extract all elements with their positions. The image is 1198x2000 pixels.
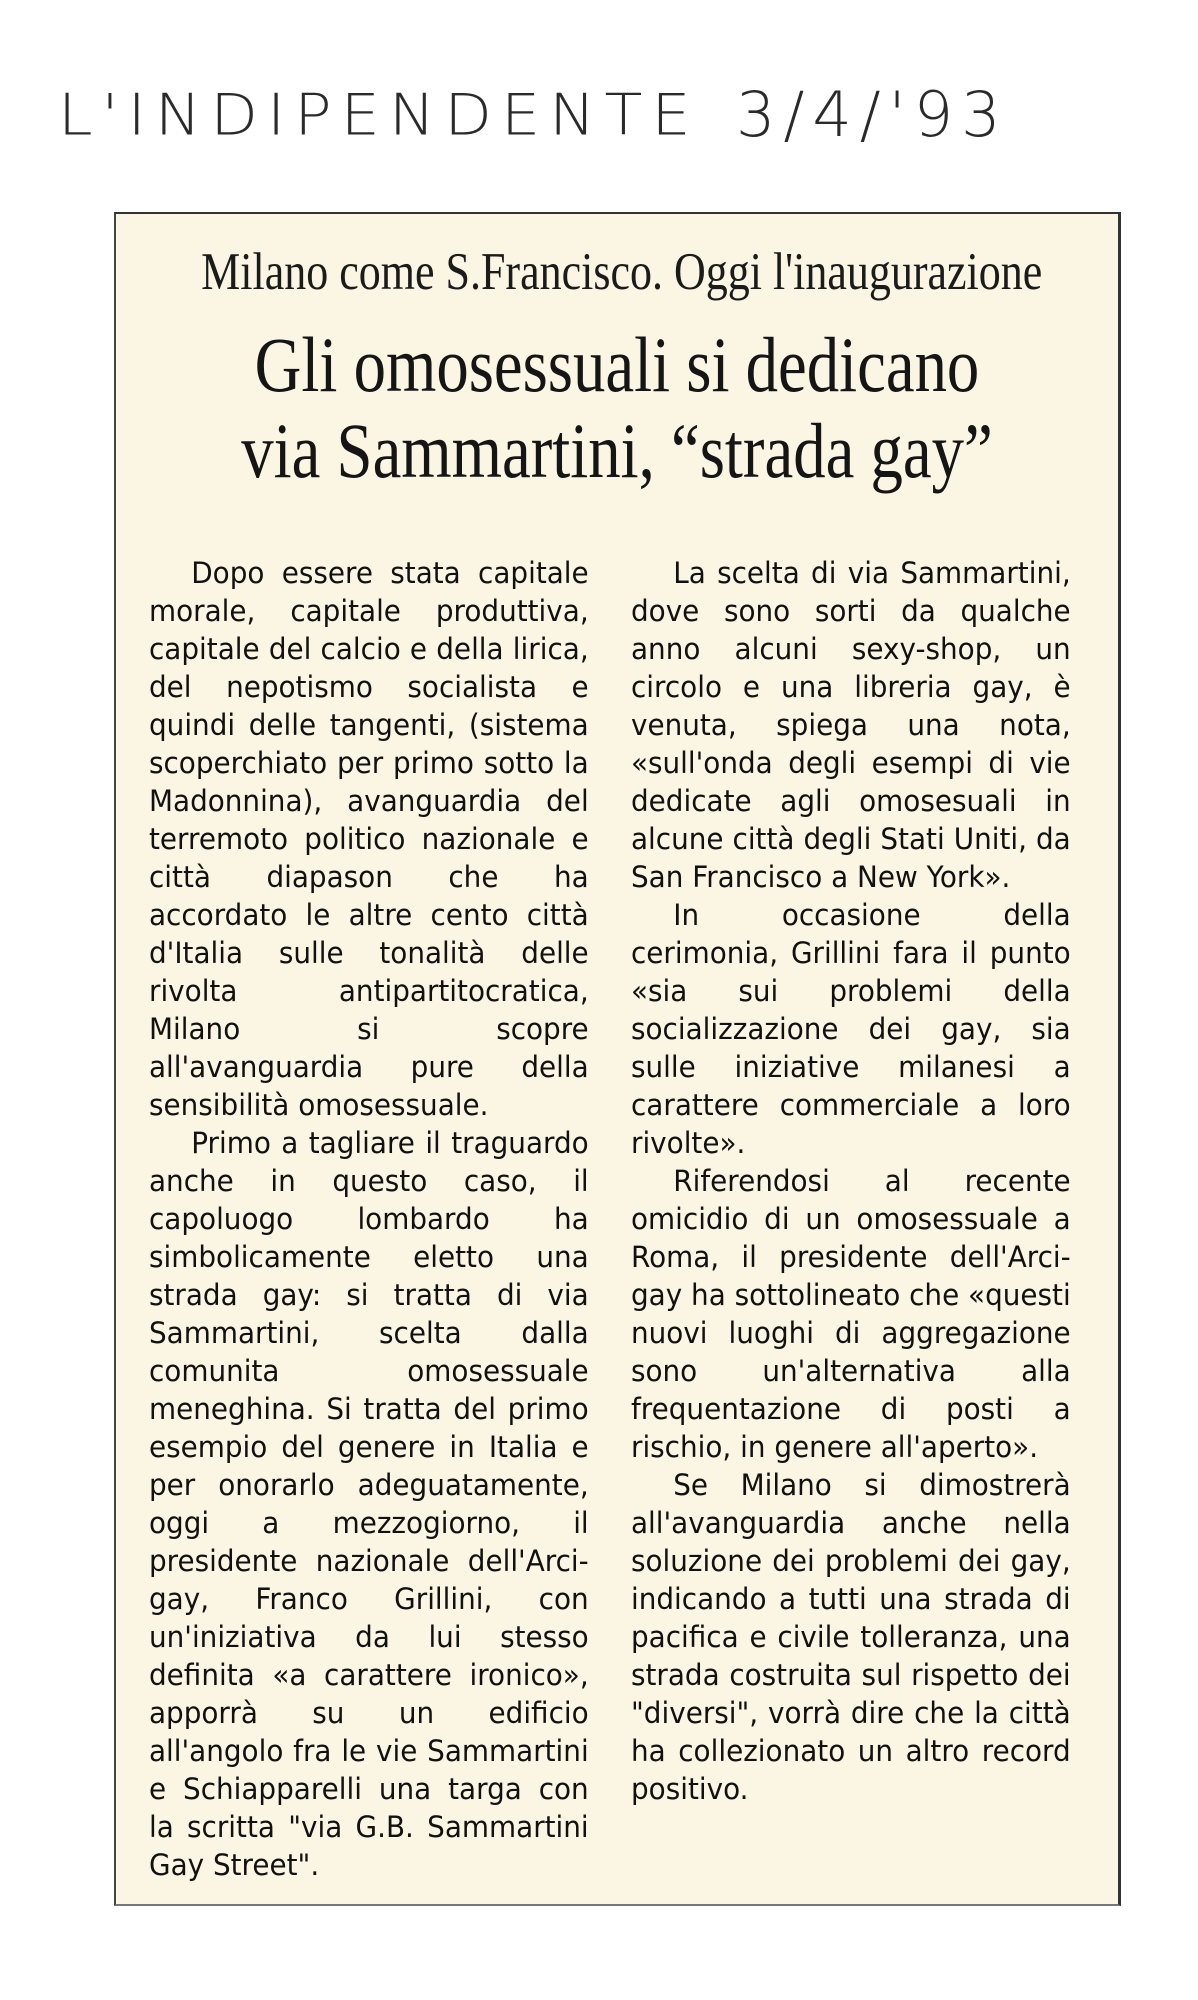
paragraph: Dopo essere stata capitale morale, capitale produttiva, capitale del calcio e della lirica, del nepotismo socialista e quindi delle tangenti, (sistema scoperchiato per primo sotto la Madonnina), avanguardia del terremoto politico nazionale e città diapason che ha accordato le altre cento città d'Italia sulle tonalità delle rivolta antipartitocratica, Milano si scopre all'avanguardia pure della sensibilità omosessuale. xyxy=(149,556,589,1122)
paragraph: Riferendosi al recente omicidio di un omosessuale a Roma, il presidente dell'Arci-gay ha sottolineato che «questi nuovi luoghi di aggregazione sono un'alternativa alla frequentazione di posti a rischio, in genere all'aperto». xyxy=(631,1164,1071,1464)
paragraph: Primo a tagliare il traguardo anche in questo caso, il capoluogo lombardo ha simbolicamente eletto una strada gay: si tratta di via Sammartini, scelta dalla comunita omosessuale meneghina. Si tratta del primo esempio del genere in Italia e per onorarlo adeguatamente, oggi a mezzogiorno, il presidente nazionale dell'Arci-gay, Franco Grillini, con un'iniziativa da lui stesso definita «a carattere ironico», apporrà su un edificio all'angolo fra le vie Sammartini e Schiapparelli una targa con la scritta "via G.B. Sammartini Gay Street". xyxy=(149,1126,589,1882)
paragraph: Se Milano si dimostrerà all'avanguardia anche nella soluzione dei problemi dei gay, indicando a tutti una strada di pacifica e civile tolleranza, una strada costruita sul rispetto dei "diversi", vorrà dire che la città ha collezionato un altro record positivo. xyxy=(631,1468,1071,1806)
handwritten-publication: L'INDIPENDENTE xyxy=(58,80,700,149)
article-kicker: Milano come S.Francisco. Oggi l'inaugurazione xyxy=(201,243,1043,301)
handwritten-date: 3/4/'93 xyxy=(736,78,1009,151)
article-column-right xyxy=(631,554,1071,1884)
paragraph: In occasione della cerimonia, Grillini fara il punto «sia sui problemi della socializzazione dei gay, sia sulle iniziative milanesi a carattere commerciale a loro rivolte». xyxy=(631,898,1071,1160)
paragraph: La scelta di via Sammartini, dove sono sorti da qualche anno alcuni sexy-shop, un circolo e una libreria gay, è venuta, spiega una nota, «sull'onda degli esempi di vie dedicate agli omosesuali in alcune città degli Stati Uniti, da San Francisco a New York». xyxy=(631,556,1071,894)
article-column-left xyxy=(149,554,589,1884)
newspaper-clipping xyxy=(114,212,1121,1906)
article-headline xyxy=(201,322,1033,494)
handwritten-note xyxy=(58,78,1009,168)
headline-line-2: via Sammartini, “strada gay” xyxy=(241,407,993,494)
headline-line-1: Gli omosessuali si dedicano xyxy=(254,321,980,408)
